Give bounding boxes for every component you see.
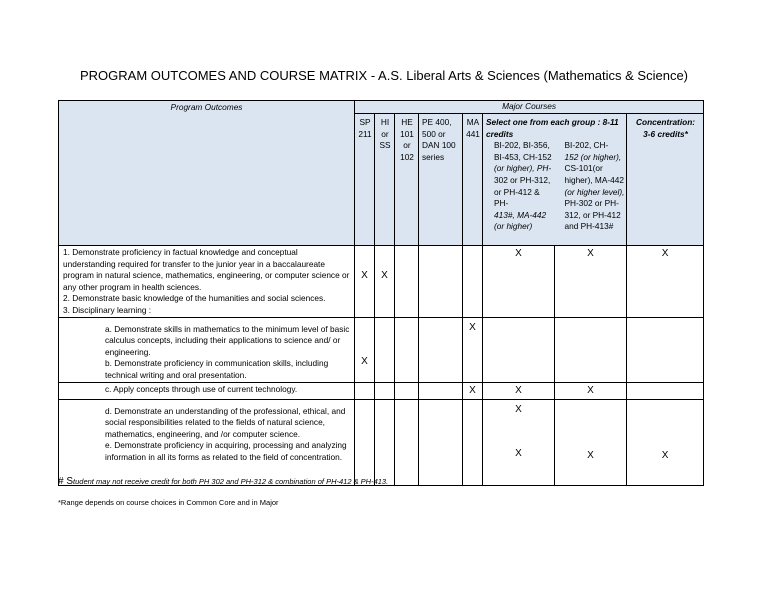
footnote-range: *Range depends on course choices in Common Core and in Major xyxy=(58,498,279,507)
mark-cell: X xyxy=(627,246,704,318)
course-sp-211: SP 211 xyxy=(355,114,375,246)
outcome-3c: c. Apply concepts through use of current technology. xyxy=(105,383,298,394)
group-1-courses: BI-202, BI-356, BI-453, CH-152 (or higher), PH- 302 or PH-312, or PH-412 & PH- 413#, MA-442 (or higher) xyxy=(494,140,552,232)
document-title: PROGRAM OUTCOMES AND COURSE MATRIX - A.S. Liberal Arts & Sciences (Mathematics & Science) xyxy=(79,68,689,83)
footnote-credit-rule: # Student may not receive credit for both PH 302 and PH-312 & combination of PH-412 & PH-413. xyxy=(58,476,389,487)
outcome-row-a-b xyxy=(59,317,355,382)
outcome-1: 1. Demonstrate proficiency in factual knowledge and conceptual understanding required for transfer to the junior year in a baccalaureate program in natural science, mathematics, engineering, or computer science or any other program in health sciences. xyxy=(63,247,350,292)
mark-cell: X xyxy=(463,382,483,399)
course-pe-dan: PE 400, 500 or DAN 100 series xyxy=(419,114,463,246)
mark-cell: X xyxy=(375,246,395,318)
mark-cell: X xyxy=(555,246,627,318)
select-group-cell xyxy=(483,114,627,246)
outcome-row-1-3 xyxy=(59,246,355,318)
mark-cell: X xyxy=(355,317,375,382)
outcomes-course-matrix xyxy=(58,100,704,486)
group-2-courses: BI-202, CH- 152 (or higher), CS-101(or higher), MA-442 (or higher level), PH-302 or PH- 312, or PH-412 and PH-413# xyxy=(564,140,625,232)
mark-cell: X xyxy=(555,382,627,399)
major-courses-header: Major Courses xyxy=(355,101,704,114)
course-hi-ss: HI or SS xyxy=(375,114,395,246)
outcome-3a: a. Demonstrate skills in mathematics to the minimum level of basic calculus concepts, including their applications to science and/ or engineering. xyxy=(105,323,350,357)
mark-cell: X xyxy=(627,399,704,485)
mark-cell: X xyxy=(483,382,555,399)
course-ma-441: MA 441 xyxy=(463,114,483,246)
course-he-101-102: HE 101 or 102 xyxy=(395,114,419,246)
mark-cell: X xyxy=(355,246,375,318)
outcome-row-c xyxy=(59,382,355,399)
program-outcomes-header: Program Outcomes xyxy=(59,101,355,246)
outcome-3b: b. Demonstrate proficiency in communication skills, including technical writing and oral presentation. xyxy=(105,358,329,380)
mark-cell: X xyxy=(463,317,483,382)
outcome-2: 2. Demonstrate basic knowledge of the humanities and social sciences. xyxy=(63,293,326,304)
mark-cell: X xyxy=(483,246,555,318)
select-group-title: Select one from each group : 8-11 credits xyxy=(486,117,619,139)
outcome-3d: d. Demonstrate an understanding of the professional, ethical, and social responsibilities related to the fields of natural science, mathematics, engineering, and /or computer science. xyxy=(105,405,346,439)
course-concentration: Concentration: 3-6 credits* xyxy=(627,114,704,246)
mark-cell: X X xyxy=(483,399,555,485)
outcome-3e: e. Demonstrate proficiency in acquiring, processing and analyzing information in all its forms as related to the field of concentration. xyxy=(105,440,347,462)
outcome-3: 3. Disciplinary learning : xyxy=(63,304,152,315)
mark-cell: X xyxy=(555,399,627,485)
outcome-row-d-e xyxy=(59,399,355,485)
